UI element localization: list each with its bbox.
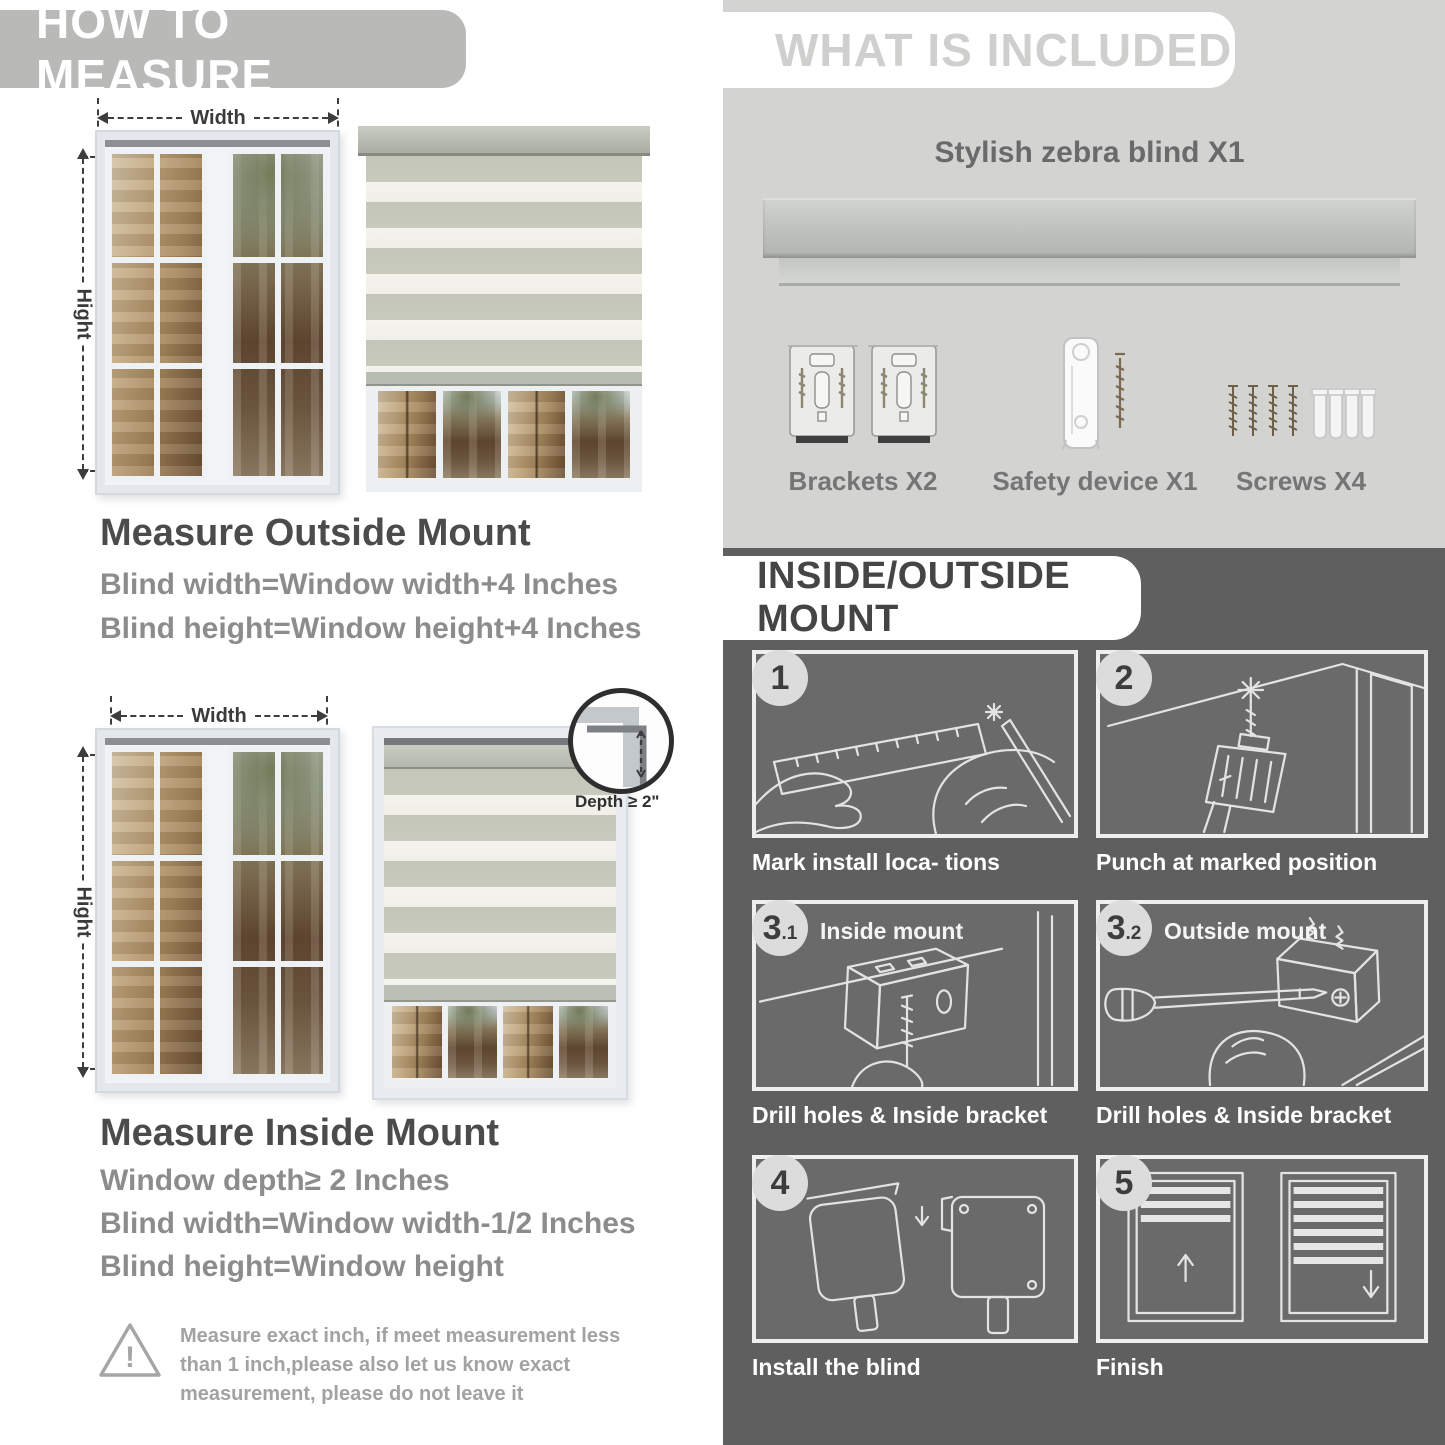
outside-width-arrow <box>97 106 339 130</box>
outside-height-arrow <box>70 148 96 480</box>
height-label: Hight <box>68 282 99 345</box>
inside-mount-line2: Blind width=Window width-1/2 Inches <box>100 1207 636 1240</box>
blind-bottomrail-inside <box>384 985 616 1002</box>
width-label: Width <box>190 106 246 129</box>
step-caption: Drill holes & Inside bracket <box>752 1102 1048 1128</box>
step-3-2 <box>1096 900 1428 1129</box>
blind-bottomrail-outside <box>366 372 642 386</box>
arrow-up-icon <box>77 746 89 757</box>
warning-triangle-icon <box>98 1320 162 1380</box>
safety-device-label: Safety device X1 <box>992 466 1198 496</box>
step-number-badge: 4 <box>752 1155 808 1211</box>
how-to-measure-title: HOW TO MEASURE <box>36 0 274 102</box>
inside-mount-title: Measure Inside Mount <box>100 1112 500 1154</box>
safety-device-icon <box>1062 336 1142 454</box>
step-3-1 <box>752 900 1078 1129</box>
mounting-brackets-icon <box>788 338 938 446</box>
depth-corner-detail <box>573 693 669 789</box>
step-caption: Drill holes & Inside bracket <box>1096 1102 1392 1128</box>
step-number-badge: 5 <box>1096 1155 1152 1211</box>
mount-banner <box>723 556 1141 640</box>
depth-label: Depth ≥ 2" <box>575 792 660 811</box>
blind-cassette-illustration <box>763 198 1416 258</box>
blind-body-outside <box>366 156 642 372</box>
step-4 <box>752 1155 1078 1381</box>
window-sash-left <box>107 747 207 1079</box>
step-caption: Mark install loca- tions <box>752 849 1000 875</box>
step-number-badge: 2 <box>1096 650 1152 706</box>
window-under-blind-outside <box>366 386 642 492</box>
blind-cassette-lower <box>779 258 1400 286</box>
step-number-badge: 3 .1 <box>752 900 808 956</box>
inside-mount-line1: Window depth≥ 2 Inches <box>100 1164 450 1197</box>
what-is-included-banner <box>723 12 1235 88</box>
window-illustration-outside <box>95 130 340 495</box>
step-number-badge: 3 .2 <box>1096 900 1152 956</box>
window-sash-right <box>228 149 328 481</box>
depth-magnifier <box>568 688 674 794</box>
arrow-up-icon <box>77 148 89 159</box>
screws-anchors-icon <box>1226 382 1376 446</box>
step-2 <box>1096 650 1428 876</box>
svg-text:!: ! <box>125 1341 135 1374</box>
outside-mount-line2: Blind height=Window height+4 Inches <box>100 612 642 645</box>
window-illustration-inside <box>95 728 340 1093</box>
step-inner-title: Outside mount <box>1164 918 1327 944</box>
warning-text: Measure exact inch, if meet measurement less than 1 inch,please also let us know exact measurement, please do not leave it <box>180 1325 621 1405</box>
step-1 <box>752 650 1078 876</box>
step-caption: Punch at marked position <box>1096 849 1378 875</box>
height-label: Hight <box>68 880 99 943</box>
step-caption: Install the blind <box>752 1354 921 1380</box>
outside-mount-line1: Blind width=Window width+4 Inches <box>100 568 619 601</box>
width-label: Width <box>191 704 247 727</box>
inside-height-arrow <box>70 746 96 1078</box>
inside-mount-line3: Blind height=Window height <box>100 1250 504 1283</box>
screws-label: Screws X4 <box>1235 466 1367 496</box>
inside-width-arrow <box>110 704 328 728</box>
arrow-down-icon <box>77 1067 89 1078</box>
what-is-included-title: WHAT IS INCLUDED <box>775 24 1233 76</box>
step-inner-title: Inside mount <box>820 918 964 944</box>
blind-headrail-outside <box>358 126 650 156</box>
brackets-label: Brackets X2 <box>788 466 938 496</box>
step-5 <box>1096 1155 1428 1381</box>
window-sash-left <box>107 149 207 481</box>
step-number-badge: 1 <box>752 650 808 706</box>
arrow-down-icon <box>77 469 89 480</box>
product-label: Stylish zebra blind X1 <box>934 136 1245 169</box>
step-caption: Finish <box>1096 1354 1164 1380</box>
how-to-measure-banner <box>0 0 466 102</box>
window-sash-right <box>228 747 328 1079</box>
outside-mount-title: Measure Outside Mount <box>100 512 531 554</box>
window-under-blind-inside <box>384 1002 616 1088</box>
mount-title: INSIDE/OUTSIDE MOUNT <box>757 555 1071 640</box>
